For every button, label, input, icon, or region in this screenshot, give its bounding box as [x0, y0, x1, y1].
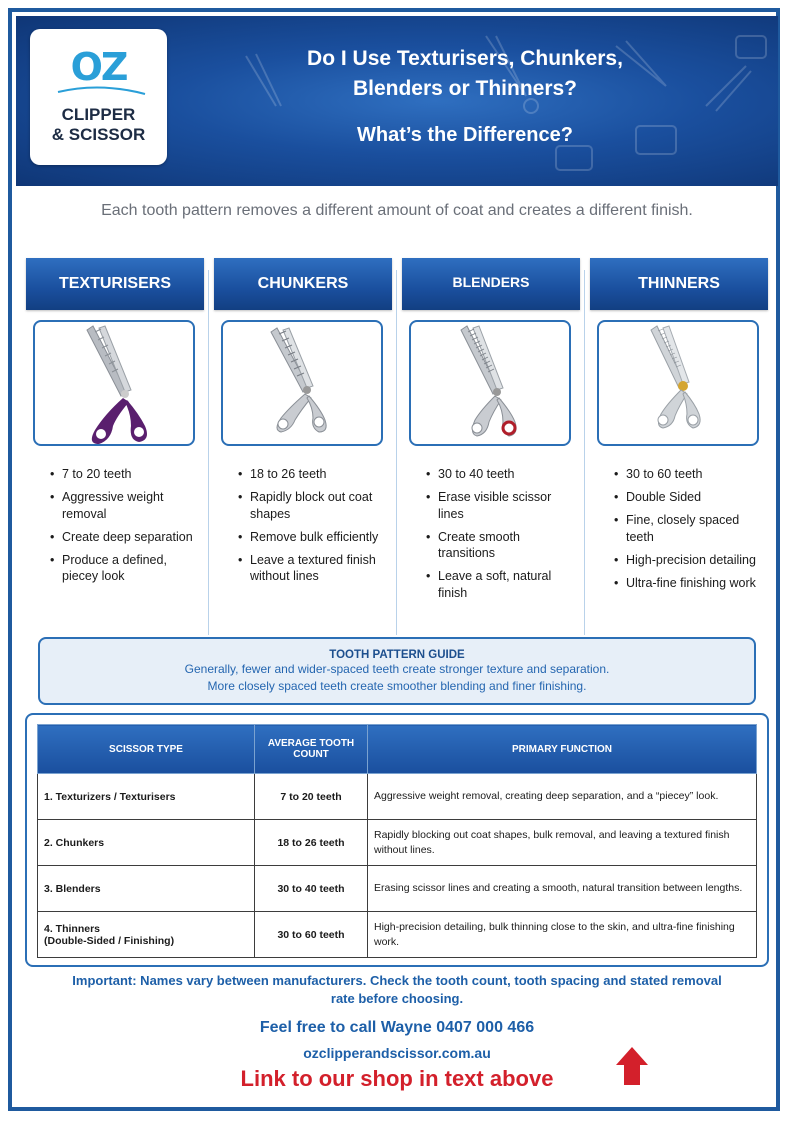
- column-header-function: PRIMARY FUNCTION: [368, 725, 757, 774]
- scissor-icon: [599, 322, 759, 446]
- logo-clipper-text: CLIPPER: [61, 105, 136, 124]
- chunker-image: [221, 320, 383, 446]
- texturiser-image: [33, 320, 195, 446]
- arrow-up-icon: [612, 1045, 652, 1087]
- cell-count: 7 to 20 teeth: [255, 774, 368, 820]
- list-item: • Fine, closely spaced teeth: [612, 512, 762, 545]
- guide-title: TOOTH PATTERN GUIDE: [329, 649, 465, 661]
- list-item: • 7 to 20 teeth: [48, 466, 198, 483]
- list-item: • Aggressive weight removal: [48, 489, 198, 522]
- cell-function: Rapidly blocking out coat shapes, bulk removal, and leaving a textured finish without lines.: [368, 820, 757, 866]
- important-note: Important: Names vary between manufacturers. Check the tooth count, tooth spacing and stated removal rate before choosing.: [72, 973, 722, 1006]
- scissor-icon: [223, 322, 383, 446]
- table-row: [38, 774, 757, 820]
- list-item: • Leave a soft, natural finish: [424, 568, 574, 601]
- column-header-type: SCISSOR TYPE: [38, 725, 255, 774]
- cell-count: 30 to 60 teeth: [255, 912, 368, 958]
- call-to-action: Feel free to call Wayne 0407 000 466: [259, 1019, 535, 1036]
- title-line-1: Do I Use Texturisers, Chunkers,: [307, 47, 623, 70]
- title-line-2: Blenders or Thinners?: [352, 77, 578, 100]
- scissor-icon: [35, 322, 195, 446]
- list-item: • Erase visible scissor lines: [424, 489, 574, 522]
- list-item: • Rapidly block out coat shapes: [236, 489, 386, 522]
- list-item: • Create deep separation: [48, 529, 198, 546]
- comparison-table: [37, 724, 757, 958]
- list-item: • 30 to 40 teeth: [424, 466, 574, 483]
- texturiser-features: [48, 466, 198, 591]
- shop-link-note: Link to our shop in text above: [240, 1066, 554, 1091]
- banner-chunkers: CHUNKERS: [214, 258, 392, 310]
- blender-image: [409, 320, 571, 446]
- list-item: • High-precision detailing: [612, 552, 762, 569]
- cell-function: Erasing scissor lines and creating a smooth, natural transition between lengths.: [368, 866, 757, 912]
- page-title: [200, 44, 730, 104]
- cell-type: 1. Texturizers / Texturisers: [38, 774, 255, 820]
- scissor-icon: [411, 322, 571, 446]
- thinner-image: [597, 320, 759, 446]
- column-divider: [584, 270, 585, 635]
- cell-function: Aggressive weight removal, creating deep separation, and a “piecey” look.: [368, 774, 757, 820]
- banner-blenders: BLENDERS: [402, 258, 580, 310]
- logo-scissor-text: & SCISSOR: [51, 125, 146, 144]
- cell-count: 18 to 26 teeth: [255, 820, 368, 866]
- list-item: • Double Sided: [612, 489, 762, 506]
- guide-line: Generally, fewer and wider-spaced teeth create stronger texture and separation.: [184, 662, 610, 676]
- tooth-pattern-guide: [38, 637, 756, 705]
- cell-function: High-precision detailing, bulk thinning close to the skin, and ultra-fine finishing work.: [368, 912, 757, 958]
- comparison-table-container: [25, 713, 769, 967]
- intro-text: Each tooth pattern removes a different amount of coat and creates a different finish.: [101, 202, 693, 219]
- guide-line: More closely spaced teeth create smoother blending and finer finishing.: [207, 679, 587, 693]
- table-row: [38, 820, 757, 866]
- column-divider: [208, 270, 209, 635]
- oz-logo: [30, 29, 167, 165]
- chunker-features: [236, 466, 386, 591]
- list-item: • Produce a defined, piecey look: [48, 552, 198, 585]
- list-item: • Ultra-fine finishing work: [612, 575, 762, 592]
- cell-type: [38, 912, 255, 958]
- table-row: [38, 912, 757, 958]
- cell-count: 30 to 40 teeth: [255, 866, 368, 912]
- list-item: • 30 to 60 teeth: [612, 466, 762, 483]
- banner-texturisers: TEXTURISERS: [26, 258, 204, 310]
- list-item: • 18 to 26 teeth: [236, 466, 386, 483]
- cell-type: 2. Chunkers: [38, 820, 255, 866]
- list-item: • Leave a textured finish without lines: [236, 552, 386, 585]
- thinner-features: [612, 466, 762, 598]
- page-subtitle: What’s the Difference?: [357, 124, 573, 146]
- cell-type-line2: (Double-Sided / Finishing): [44, 934, 175, 947]
- list-item: • Remove bulk efficiently: [236, 529, 386, 546]
- cell-type-line1: 4. Thinners: [44, 922, 101, 935]
- table-row: [38, 866, 757, 912]
- column-divider: [396, 270, 397, 635]
- cell-type: 3. Blenders: [38, 866, 255, 912]
- blender-features: [424, 466, 574, 608]
- banner-thinners: THINNERS: [590, 258, 768, 310]
- website-link[interactable]: ozclipperandscissor.com.au: [303, 1045, 491, 1061]
- column-header-count: AVERAGE TOOTH COUNT: [255, 725, 368, 774]
- logo-wordmark: OZ: [70, 45, 127, 89]
- list-item: • Create smooth transitions: [424, 529, 574, 562]
